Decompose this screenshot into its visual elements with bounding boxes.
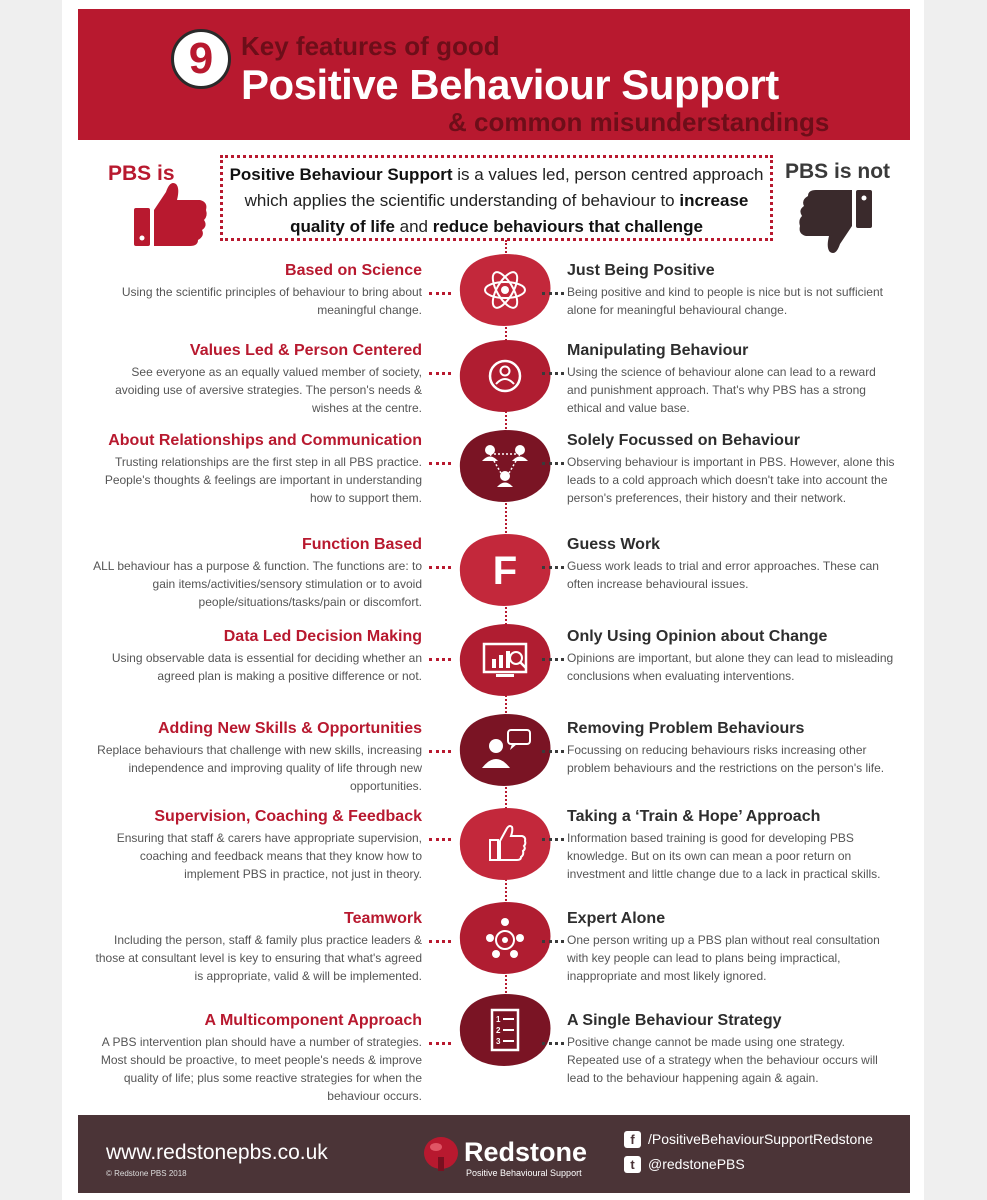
redstone-logo-icon	[423, 1135, 459, 1173]
thumbs-up-icon	[132, 178, 210, 250]
pbs-is-description: Using the scientific principles of behaviour to bring about meaningful change.	[121, 285, 422, 317]
feature-circle	[446, 338, 564, 414]
pbs-is-title: Supervision, Coaching & Feedback	[154, 808, 422, 825]
connector-dots-right	[542, 1042, 564, 1045]
pbs-is-description: Trusting relationships are the first step in all PBS practice. People's thoughts & feelings are important in understanding how to support them.	[104, 455, 422, 505]
facebook-icon: f	[624, 1131, 641, 1148]
connector-dots-right	[542, 292, 564, 295]
connector-dots-right	[542, 372, 564, 375]
pbs-is-description: A PBS intervention plan should have a number of strategies. Most should be proactive, to meet people's needs & improve quality of life; plus some reactive strategies for when the behaviour occurs.	[100, 1035, 422, 1103]
pbs-is-not-item	[567, 1012, 897, 1087]
definition-bold-2: increase quality of life	[290, 191, 749, 236]
header-kicker: Key features of good	[241, 31, 500, 61]
pbs-is-not-title: Removing Problem Behaviours	[567, 720, 805, 737]
pbs-is-not-title: Only Using Opinion about Change	[567, 628, 828, 645]
pbs-is-not-item	[567, 342, 897, 417]
pbs-is-title: Data Led Decision Making	[223, 628, 422, 645]
pbs-is-description: ALL behaviour has a purpose & function. The functions are: to gain items/activities/sensory stimulation or to avoid people/situations/tasks/pain or discomfort.	[93, 559, 422, 609]
pbs-is-item	[92, 432, 422, 507]
thumbs-up-icon	[446, 806, 564, 882]
connector-dots-right	[542, 940, 564, 943]
feature-circle	[446, 992, 564, 1068]
pbs-is-item	[92, 536, 422, 611]
connector-dots-right	[542, 838, 564, 841]
pbs-is-title: Values Led & Person Centered	[189, 342, 422, 359]
pbs-is-not-description: Using the science of behaviour alone can lead to a reward and punishment approach. That's why PBS has a strong ethical and value base.	[567, 365, 876, 415]
definition-bold-1: Positive Behaviour Support	[229, 165, 453, 184]
number-badge: 9	[171, 29, 231, 89]
pbs-is-not-description: Information based training is good for developing PBS knowledge. But on its own can mean a poor return on investment and little change due to a lack in practical skills.	[567, 831, 881, 881]
brand-tagline: Positive Behavioural Support	[466, 1168, 582, 1178]
pbs-is-not-title: Taking a ‘Train & Hope’ Approach	[567, 808, 821, 825]
twitter-handle: @redstonePBS	[648, 1156, 745, 1172]
pbs-is-not-description: Positive change cannot be made using one strategy. Repeated use of a strategy when the behaviour occurs will lead to the behaviour happening again & again.	[567, 1035, 878, 1085]
person-icon	[446, 338, 564, 414]
twitter-icon: t	[624, 1156, 641, 1173]
pbs-is-description: Ensuring that staff & carers have appropriate supervision, coaching and feedback means that they know how to implement PBS in practice, not just in theory.	[116, 831, 422, 881]
connector-dots-right	[542, 750, 564, 753]
pbs-is-not-description: One person writing up a PBS plan without real consultation with key people can lead to plans being impractical, inappropriate and most likely ignored.	[567, 933, 880, 983]
svg-text:2: 2	[496, 1026, 501, 1035]
pbs-is-not-item	[567, 720, 897, 777]
pbs-is-description: Replace behaviours that challenge with new skills, increasing independence and improving quality of life through new opportunities.	[97, 743, 422, 793]
pbs-is-not-title: A Single Behaviour Strategy	[567, 1012, 782, 1029]
pbs-is-not-description: Being positive and kind to people is nice but is not sufficient alone for meaningful behavioural change.	[567, 285, 883, 317]
svg-text:3: 3	[496, 1037, 501, 1046]
pbs-is-not-item	[567, 536, 897, 593]
pbs-is-not-description: Focussing on reducing behaviours risks increasing other problem behaviours and the restrictions on the person's life.	[567, 743, 885, 775]
infographic-sheet	[62, 0, 924, 1200]
pbs-is-not-description: Guess work leads to trial and error approaches. These can often increase behavioural issues.	[567, 559, 879, 591]
connector-dots-right	[542, 462, 564, 465]
pbs-is-not-description: Opinions are important, but alone they can lead to misleading conclusions when evaluating interventions.	[567, 651, 894, 683]
connector-dots-right	[542, 658, 564, 661]
pbs-is-title: About Relationships and Communication	[108, 432, 422, 449]
pbs-is-item	[92, 342, 422, 417]
pbs-is-item	[92, 720, 422, 795]
feature-circle	[446, 428, 564, 504]
definition-text-2: and	[394, 217, 433, 236]
numbered-list-icon	[446, 992, 564, 1068]
pbs-is-not-title: Just Being Positive	[567, 262, 715, 279]
pbs-is-not-label: PBS is not	[785, 160, 891, 183]
atom-icon	[446, 252, 564, 328]
pbs-is-title: Function Based	[301, 536, 422, 553]
definition-text-1: is a values led, person centred approach which applies the scientific understanding of behaviour to	[244, 165, 764, 210]
pbs-is-description: Using observable data is essential for deciding whether an agreed plan is making a positive difference or not.	[111, 651, 422, 683]
feature-circle	[446, 252, 564, 328]
feature-circle	[446, 806, 564, 882]
pbs-is-not-title: Manipulating Behaviour	[567, 342, 749, 359]
connector-dots-right	[542, 566, 564, 569]
pbs-is-item	[92, 628, 422, 685]
definition-box	[220, 155, 773, 241]
footer-bar	[78, 1115, 910, 1193]
pbs-is-not-item	[567, 808, 897, 883]
definition-bold-3: reduce behaviours that challenge	[432, 217, 703, 236]
svg-text:F: F	[492, 549, 518, 593]
pbs-is-not-item	[567, 910, 897, 985]
pbs-is-not-title: Guess Work	[567, 536, 661, 553]
header-title: Positive Behaviour Support	[241, 61, 779, 108]
copyright-text: © Redstone PBS 2018	[106, 1169, 187, 1178]
pbs-is-not-item	[567, 628, 897, 685]
pbs-is-not-description: Observing behaviour is important in PBS. However, alone this leads to a cold approach which doesn't take into account the person's preferences, their history and their network.	[567, 455, 895, 505]
pbs-is-title: A Multicomponent Approach	[204, 1012, 422, 1029]
pbs-is-item	[92, 808, 422, 883]
pbs-is-item	[92, 262, 422, 319]
brand-name: Redstone	[464, 1137, 588, 1167]
letter-f-icon	[446, 532, 564, 608]
pbs-is-not-item	[567, 262, 897, 319]
pbs-is-item	[92, 910, 422, 985]
pbs-is-title: Teamwork	[344, 910, 422, 927]
pbs-is-description: Including the person, staff & family plus practice leaders & those at consultant level is key to ensuring that what's agreed is appropriate, valid & will be implemented.	[95, 933, 422, 983]
pbs-is-not-title: Solely Focussed on Behaviour	[567, 432, 800, 449]
pbs-is-item	[92, 1012, 422, 1105]
network-icon	[446, 428, 564, 504]
header-banner	[78, 9, 910, 140]
team-icon	[446, 900, 564, 976]
header-subtitle: & common misunderstandings	[448, 107, 830, 137]
pbs-is-title: Based on Science	[285, 262, 422, 279]
pbs-is-not-title: Expert Alone	[567, 910, 666, 927]
feature-circle	[446, 532, 564, 608]
website-link[interactable]: www.redstonepbs.co.uk	[106, 1141, 328, 1164]
pbs-is-not-item	[567, 432, 897, 507]
pbs-is-description: See everyone as an equally valued member of society, avoiding use of aversive strategies. The person's needs & wishes at the centre.	[115, 365, 422, 415]
feature-circle	[446, 900, 564, 976]
svg-text:1: 1	[496, 1015, 501, 1024]
pbs-is-title: Adding New Skills & Opportunities	[157, 720, 422, 737]
facebook-handle: /PositiveBehaviourSupportRedstone	[648, 1131, 873, 1147]
pbs-is-label: PBS is	[108, 162, 175, 185]
thumbs-down-icon	[796, 186, 874, 258]
